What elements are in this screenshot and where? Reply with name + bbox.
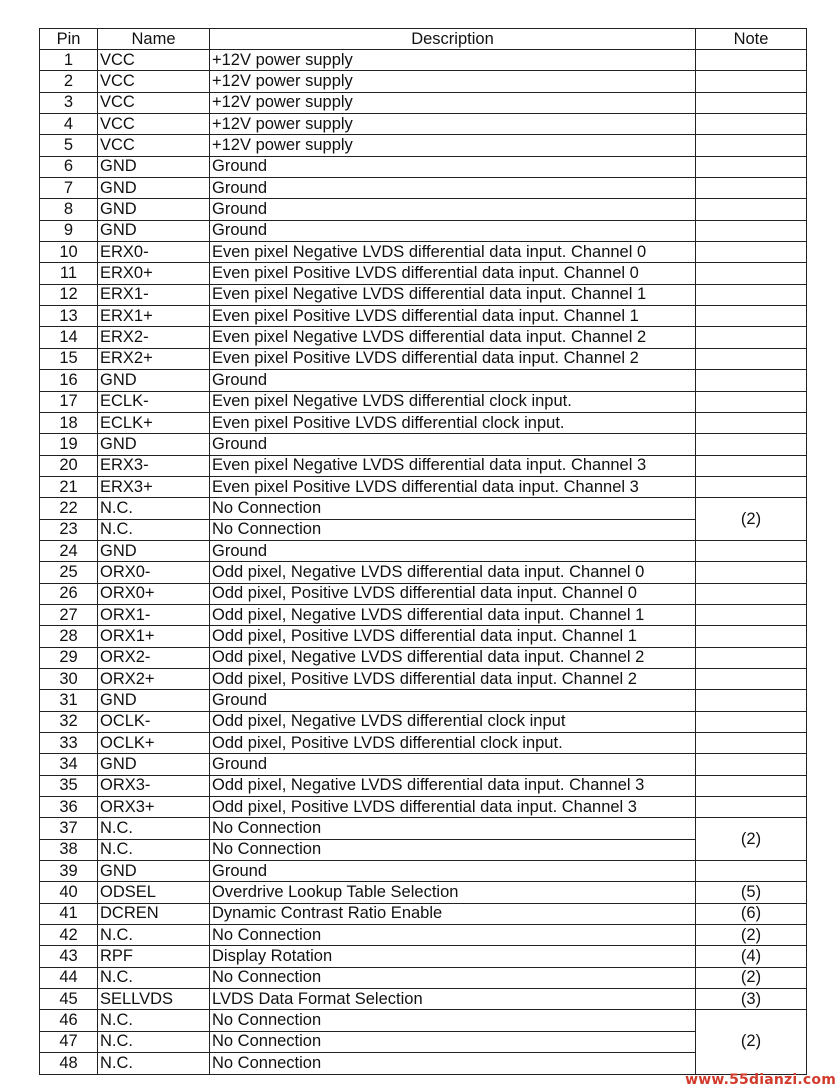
table-row <box>40 775 807 796</box>
note-cell: (2) <box>696 925 807 946</box>
note-cell <box>696 455 807 476</box>
note-cell <box>696 711 807 732</box>
pin-cell: 16 <box>40 370 98 391</box>
description-cell: Odd pixel, Positive LVDS differential data input. Channel 1 <box>210 626 696 647</box>
name-cell: ODSEL <box>98 882 210 903</box>
description-cell: Even pixel Positive LVDS differential data input. Channel 2 <box>210 348 696 369</box>
description-cell: Odd pixel, Positive LVDS differential clock input. <box>210 733 696 754</box>
description-cell: Even pixel Negative LVDS differential data input. Channel 1 <box>210 284 696 305</box>
name-cell: N.C. <box>98 925 210 946</box>
pin-cell: 27 <box>40 604 98 625</box>
header-description: Description <box>210 29 696 50</box>
note-cell <box>696 135 807 156</box>
note-cell <box>696 348 807 369</box>
table-row <box>40 839 807 860</box>
description-cell: Odd pixel, Negative LVDS differential clock input <box>210 711 696 732</box>
table-row <box>40 754 807 775</box>
description-cell: Even pixel Negative LVDS differential data input. Channel 2 <box>210 327 696 348</box>
note-cell <box>696 861 807 882</box>
pin-cell: 24 <box>40 540 98 561</box>
table-row <box>40 690 807 711</box>
note-cell <box>696 754 807 775</box>
table-row <box>40 861 807 882</box>
name-cell: ORX0+ <box>98 583 210 604</box>
table-row <box>40 92 807 113</box>
pin-cell: 9 <box>40 220 98 241</box>
table-row <box>40 476 807 497</box>
note-cell <box>696 540 807 561</box>
description-cell: Even pixel Negative LVDS differential clock input. <box>210 391 696 412</box>
name-cell: GND <box>98 220 210 241</box>
table-row <box>40 562 807 583</box>
description-cell: LVDS Data Format Selection <box>210 989 696 1010</box>
description-cell: Ground <box>210 434 696 455</box>
table-row <box>40 199 807 220</box>
note-cell <box>696 668 807 689</box>
pin-cell: 32 <box>40 711 98 732</box>
description-cell: Ground <box>210 156 696 177</box>
note-cell <box>696 498 807 528</box>
note-cell <box>696 199 807 220</box>
name-cell: GND <box>98 540 210 561</box>
table-row <box>40 327 807 348</box>
description-cell: Overdrive Lookup Table Selection <box>210 882 696 903</box>
table-row <box>40 114 807 135</box>
table-row <box>40 370 807 391</box>
pin-cell: 30 <box>40 668 98 689</box>
description-cell: Odd pixel, Positive LVDS differential data input. Channel 2 <box>210 668 696 689</box>
name-cell: ORX2+ <box>98 668 210 689</box>
description-cell: Even pixel Negative LVDS differential data input. Channel 0 <box>210 242 696 263</box>
watermark: www.55dianzi.com <box>685 1072 836 1088</box>
table-row <box>40 1053 807 1074</box>
name-cell: ERX0- <box>98 242 210 263</box>
note-cell <box>696 1053 807 1074</box>
note-cell <box>696 690 807 711</box>
name-cell: VCC <box>98 114 210 135</box>
description-cell: No Connection <box>210 1053 696 1074</box>
pin-cell: 37 <box>40 818 98 839</box>
table-row <box>40 135 807 156</box>
name-cell: N.C. <box>98 1053 210 1074</box>
pin-cell: 42 <box>40 925 98 946</box>
table-row <box>40 989 807 1010</box>
name-cell: N.C. <box>98 1031 210 1052</box>
description-cell: No Connection <box>210 967 696 988</box>
pin-cell: 11 <box>40 263 98 284</box>
table-row <box>40 156 807 177</box>
table-row <box>40 946 807 967</box>
note-group-label: (2) <box>740 1032 762 1051</box>
name-cell: GND <box>98 754 210 775</box>
description-cell: Even pixel Positive LVDS differential clock input. <box>210 412 696 433</box>
pin-cell: 22 <box>40 498 98 519</box>
description-cell: No Connection <box>210 925 696 946</box>
pin-cell: 29 <box>40 647 98 668</box>
table-row <box>40 455 807 476</box>
note-cell <box>696 156 807 177</box>
pin-cell: 2 <box>40 71 98 92</box>
name-cell: N.C. <box>98 498 210 519</box>
name-cell: N.C. <box>98 839 210 860</box>
table-row <box>40 583 807 604</box>
name-cell: ERX1- <box>98 284 210 305</box>
description-cell: Odd pixel, Negative LVDS differential data input. Channel 2 <box>210 647 696 668</box>
table-row <box>40 626 807 647</box>
name-cell: ECLK+ <box>98 412 210 433</box>
pin-cell: 7 <box>40 178 98 199</box>
pin-cell: 40 <box>40 882 98 903</box>
table-row <box>40 1010 807 1031</box>
pin-cell: 20 <box>40 455 98 476</box>
name-cell: ERX0+ <box>98 263 210 284</box>
name-cell: VCC <box>98 135 210 156</box>
name-cell: N.C. <box>98 967 210 988</box>
pin-cell: 19 <box>40 434 98 455</box>
description-cell: No Connection <box>210 818 696 839</box>
pin-cell: 38 <box>40 839 98 860</box>
description-cell: Ground <box>210 540 696 561</box>
name-cell: DCREN <box>98 903 210 924</box>
description-cell: No Connection <box>210 839 696 860</box>
name-cell: GND <box>98 434 210 455</box>
pin-cell: 44 <box>40 967 98 988</box>
note-cell <box>696 583 807 604</box>
table-row <box>40 284 807 305</box>
name-cell: N.C. <box>98 1010 210 1031</box>
note-cell: (3) <box>696 989 807 1010</box>
header-name: Name <box>98 29 210 50</box>
pin-cell: 43 <box>40 946 98 967</box>
pin-cell: 14 <box>40 327 98 348</box>
pin-cell: 35 <box>40 775 98 796</box>
description-cell: Odd pixel, Negative LVDS differential data input. Channel 3 <box>210 775 696 796</box>
table-header-row <box>40 29 807 50</box>
description-cell: +12V power supply <box>210 135 696 156</box>
name-cell: OCLK+ <box>98 733 210 754</box>
description-cell: Odd pixel, Negative LVDS differential data input. Channel 1 <box>210 604 696 625</box>
note-cell <box>696 1010 807 1051</box>
note-cell <box>696 818 807 848</box>
table-row <box>40 604 807 625</box>
table-row <box>40 1031 807 1052</box>
note-cell <box>696 733 807 754</box>
header-pin: Pin <box>40 29 98 50</box>
table-row <box>40 71 807 92</box>
pin-cell: 5 <box>40 135 98 156</box>
name-cell: N.C. <box>98 519 210 540</box>
table-row <box>40 391 807 412</box>
name-cell: VCC <box>98 50 210 71</box>
note-cell <box>696 242 807 263</box>
name-cell: ORX1+ <box>98 626 210 647</box>
table-row <box>40 967 807 988</box>
description-cell: Even pixel Positive LVDS differential data input. Channel 0 <box>210 263 696 284</box>
description-cell: Even pixel Positive LVDS differential data input. Channel 1 <box>210 306 696 327</box>
note-cell <box>696 647 807 668</box>
note-group-label: (2) <box>740 509 762 528</box>
name-cell: ERX2+ <box>98 348 210 369</box>
table-row <box>40 711 807 732</box>
note-cell <box>696 775 807 796</box>
table-row <box>40 242 807 263</box>
description-cell: Ground <box>210 178 696 199</box>
pin-cell: 26 <box>40 583 98 604</box>
note-cell <box>696 370 807 391</box>
table-row <box>40 519 807 540</box>
description-cell: +12V power supply <box>210 92 696 113</box>
pin-assignment-table <box>39 28 807 1075</box>
description-cell: +12V power supply <box>210 71 696 92</box>
note-cell: (2) <box>696 967 807 988</box>
note-cell <box>696 391 807 412</box>
name-cell: ERX1+ <box>98 306 210 327</box>
table-row <box>40 647 807 668</box>
note-cell <box>696 412 807 433</box>
note-cell <box>696 306 807 327</box>
name-cell: N.C. <box>98 818 210 839</box>
name-cell: ORX0- <box>98 562 210 583</box>
name-cell: GND <box>98 178 210 199</box>
note-cell <box>696 604 807 625</box>
pin-cell: 6 <box>40 156 98 177</box>
pin-cell: 33 <box>40 733 98 754</box>
name-cell: ERX3- <box>98 455 210 476</box>
table-row <box>40 818 807 839</box>
name-cell: SELLVDS <box>98 989 210 1010</box>
description-cell: No Connection <box>210 498 696 519</box>
name-cell: ERX2- <box>98 327 210 348</box>
pin-cell: 34 <box>40 754 98 775</box>
pin-cell: 39 <box>40 861 98 882</box>
pin-cell: 23 <box>40 519 98 540</box>
table-row <box>40 178 807 199</box>
pin-cell: 47 <box>40 1031 98 1052</box>
header-note: Note <box>696 29 807 50</box>
pin-cell: 12 <box>40 284 98 305</box>
pin-cell: 18 <box>40 412 98 433</box>
description-cell: Ground <box>210 220 696 241</box>
table-row <box>40 498 807 519</box>
table-row <box>40 882 807 903</box>
name-cell: VCC <box>98 92 210 113</box>
pin-cell: 48 <box>40 1053 98 1074</box>
pin-cell: 31 <box>40 690 98 711</box>
description-cell: Even pixel Positive LVDS differential data input. Channel 3 <box>210 476 696 497</box>
pin-cell: 8 <box>40 199 98 220</box>
table-row <box>40 434 807 455</box>
name-cell: GND <box>98 861 210 882</box>
note-cell: (5) <box>696 882 807 903</box>
description-cell: Even pixel Negative LVDS differential data input. Channel 3 <box>210 455 696 476</box>
name-cell: ORX1- <box>98 604 210 625</box>
note-cell: (4) <box>696 946 807 967</box>
name-cell: OCLK- <box>98 711 210 732</box>
table-row <box>40 668 807 689</box>
description-cell: Display Rotation <box>210 946 696 967</box>
description-cell: Ground <box>210 690 696 711</box>
name-cell: ORX3+ <box>98 797 210 818</box>
description-cell: Odd pixel, Negative LVDS differential data input. Channel 0 <box>210 562 696 583</box>
description-cell: +12V power supply <box>210 50 696 71</box>
note-cell <box>696 263 807 284</box>
description-cell: Ground <box>210 754 696 775</box>
description-cell: Odd pixel, Positive LVDS differential data input. Channel 3 <box>210 797 696 818</box>
table-row <box>40 903 807 924</box>
description-cell: Ground <box>210 861 696 882</box>
name-cell: GND <box>98 370 210 391</box>
table-row <box>40 348 807 369</box>
note-cell <box>696 284 807 305</box>
name-cell: ORX3- <box>98 775 210 796</box>
name-cell: ECLK- <box>98 391 210 412</box>
table-body <box>40 50 807 1075</box>
description-cell: Ground <box>210 370 696 391</box>
description-cell: No Connection <box>210 1031 696 1052</box>
name-cell: RPF <box>98 946 210 967</box>
note-cell <box>696 178 807 199</box>
note-cell <box>696 562 807 583</box>
table-row <box>40 50 807 71</box>
name-cell: GND <box>98 156 210 177</box>
pin-cell: 21 <box>40 476 98 497</box>
note-cell <box>696 220 807 241</box>
description-cell: Odd pixel, Positive LVDS differential data input. Channel 0 <box>210 583 696 604</box>
table-row <box>40 797 807 818</box>
pin-cell: 28 <box>40 626 98 647</box>
note-cell <box>696 92 807 113</box>
table-row <box>40 220 807 241</box>
description-cell: Dynamic Contrast Ratio Enable <box>210 903 696 924</box>
pin-cell: 4 <box>40 114 98 135</box>
pin-cell: 45 <box>40 989 98 1010</box>
note-cell <box>696 434 807 455</box>
note-cell <box>696 71 807 92</box>
table-row <box>40 540 807 561</box>
table-row <box>40 733 807 754</box>
name-cell: ORX2- <box>98 647 210 668</box>
note-cell <box>696 797 807 818</box>
table-row <box>40 925 807 946</box>
table-row <box>40 306 807 327</box>
name-cell: GND <box>98 690 210 711</box>
note-cell <box>696 50 807 71</box>
pin-cell: 25 <box>40 562 98 583</box>
pin-cell: 15 <box>40 348 98 369</box>
name-cell: VCC <box>98 71 210 92</box>
description-cell: No Connection <box>210 519 696 540</box>
table-row <box>40 263 807 284</box>
note-group-label: (2) <box>740 829 762 848</box>
note-cell <box>696 114 807 135</box>
table-row <box>40 412 807 433</box>
pin-cell: 1 <box>40 50 98 71</box>
note-cell <box>696 626 807 647</box>
name-cell: ERX3+ <box>98 476 210 497</box>
description-cell: Ground <box>210 199 696 220</box>
name-cell: GND <box>98 199 210 220</box>
pin-cell: 46 <box>40 1010 98 1031</box>
note-cell <box>696 327 807 348</box>
description-cell: No Connection <box>210 1010 696 1031</box>
pin-cell: 3 <box>40 92 98 113</box>
pin-cell: 13 <box>40 306 98 327</box>
pin-cell: 41 <box>40 903 98 924</box>
pin-cell: 36 <box>40 797 98 818</box>
note-cell: (6) <box>696 903 807 924</box>
pin-cell: 17 <box>40 391 98 412</box>
pin-cell: 10 <box>40 242 98 263</box>
note-cell <box>696 476 807 497</box>
description-cell: +12V power supply <box>210 114 696 135</box>
